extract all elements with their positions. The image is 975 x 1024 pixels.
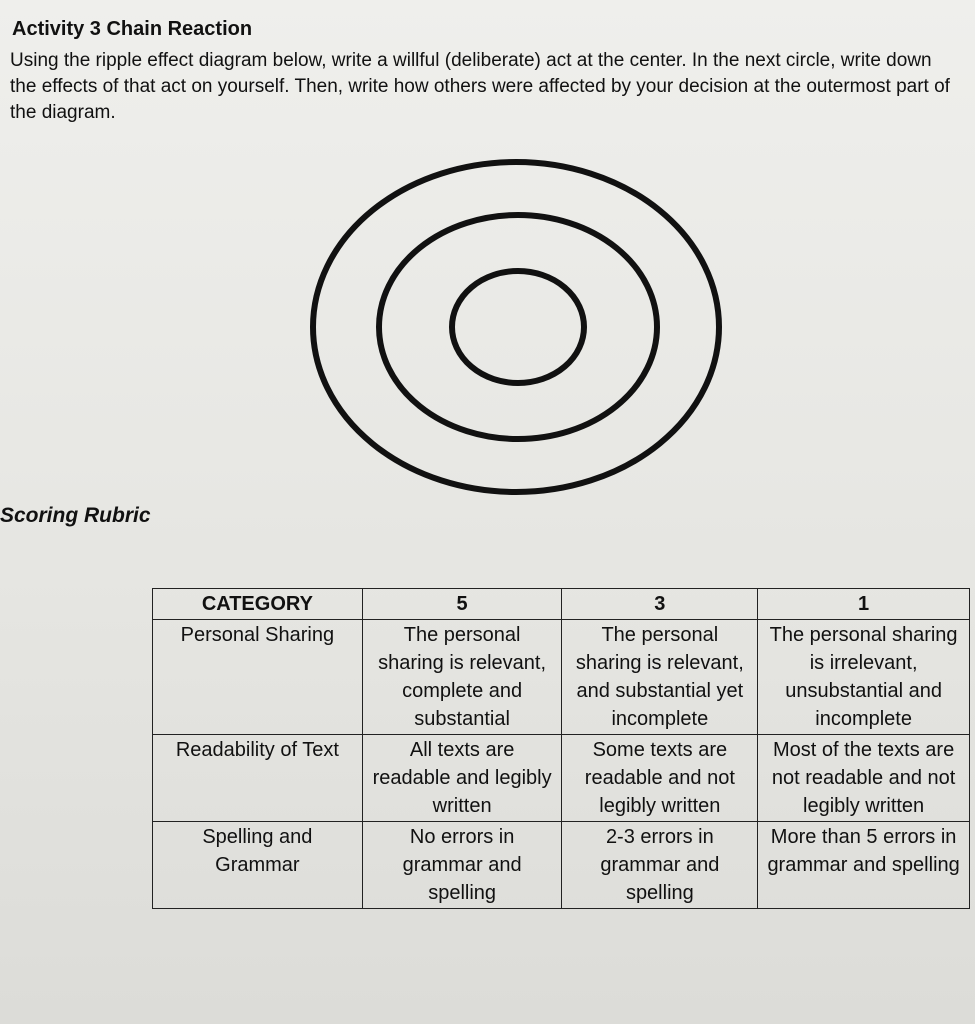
header-score-5: 5 (362, 589, 562, 620)
table-row (153, 620, 970, 735)
score-5-cell: All texts are readable and legibly written (362, 735, 562, 822)
header-score-3: 3 (562, 589, 758, 620)
score-5-cell: No errors in grammar and spelling (362, 822, 562, 909)
activity-title: Activity 3 Chain Reaction (12, 18, 253, 40)
header-category: CATEGORY (153, 589, 363, 620)
score-1-cell: More than 5 errors in grammar and spelling (758, 822, 970, 909)
scoring-rubric-table (152, 588, 970, 909)
score-3-cell: The personal sharing is relevant, and substantial yet incomplete (562, 620, 758, 735)
rubric-title: Scoring Rubric (0, 504, 151, 527)
middle-circle (379, 215, 657, 439)
row-category: Readability of Text (153, 735, 363, 822)
ripple-effect-diagram (300, 155, 730, 500)
score-5-cell: The personal sharing is relevant, complete and substantial (362, 620, 562, 735)
activity-instructions: Using the ripple effect diagram below, write a willful (deliberate) act at the center. In the next circle, write down the effects of that act on yourself. Then, write how others were affected by your decision at the outermost part of the diagram. (10, 50, 950, 123)
center-circle (452, 271, 584, 383)
score-3-cell: Some texts are readable and not legibly written (562, 735, 758, 822)
row-category: Spelling and Grammar (153, 822, 363, 909)
score-1-cell: The personal sharing is irrelevant, unsubstantial and incomplete (758, 620, 970, 735)
score-3-cell: 2-3 errors in grammar and spelling (562, 822, 758, 909)
table-row (153, 735, 970, 822)
table-row (153, 822, 970, 909)
row-category: Personal Sharing (153, 620, 363, 735)
score-1-cell: Most of the texts are not readable and not legibly written (758, 735, 970, 822)
rubric-header-row (153, 589, 970, 620)
header-score-1: 1 (758, 589, 970, 620)
